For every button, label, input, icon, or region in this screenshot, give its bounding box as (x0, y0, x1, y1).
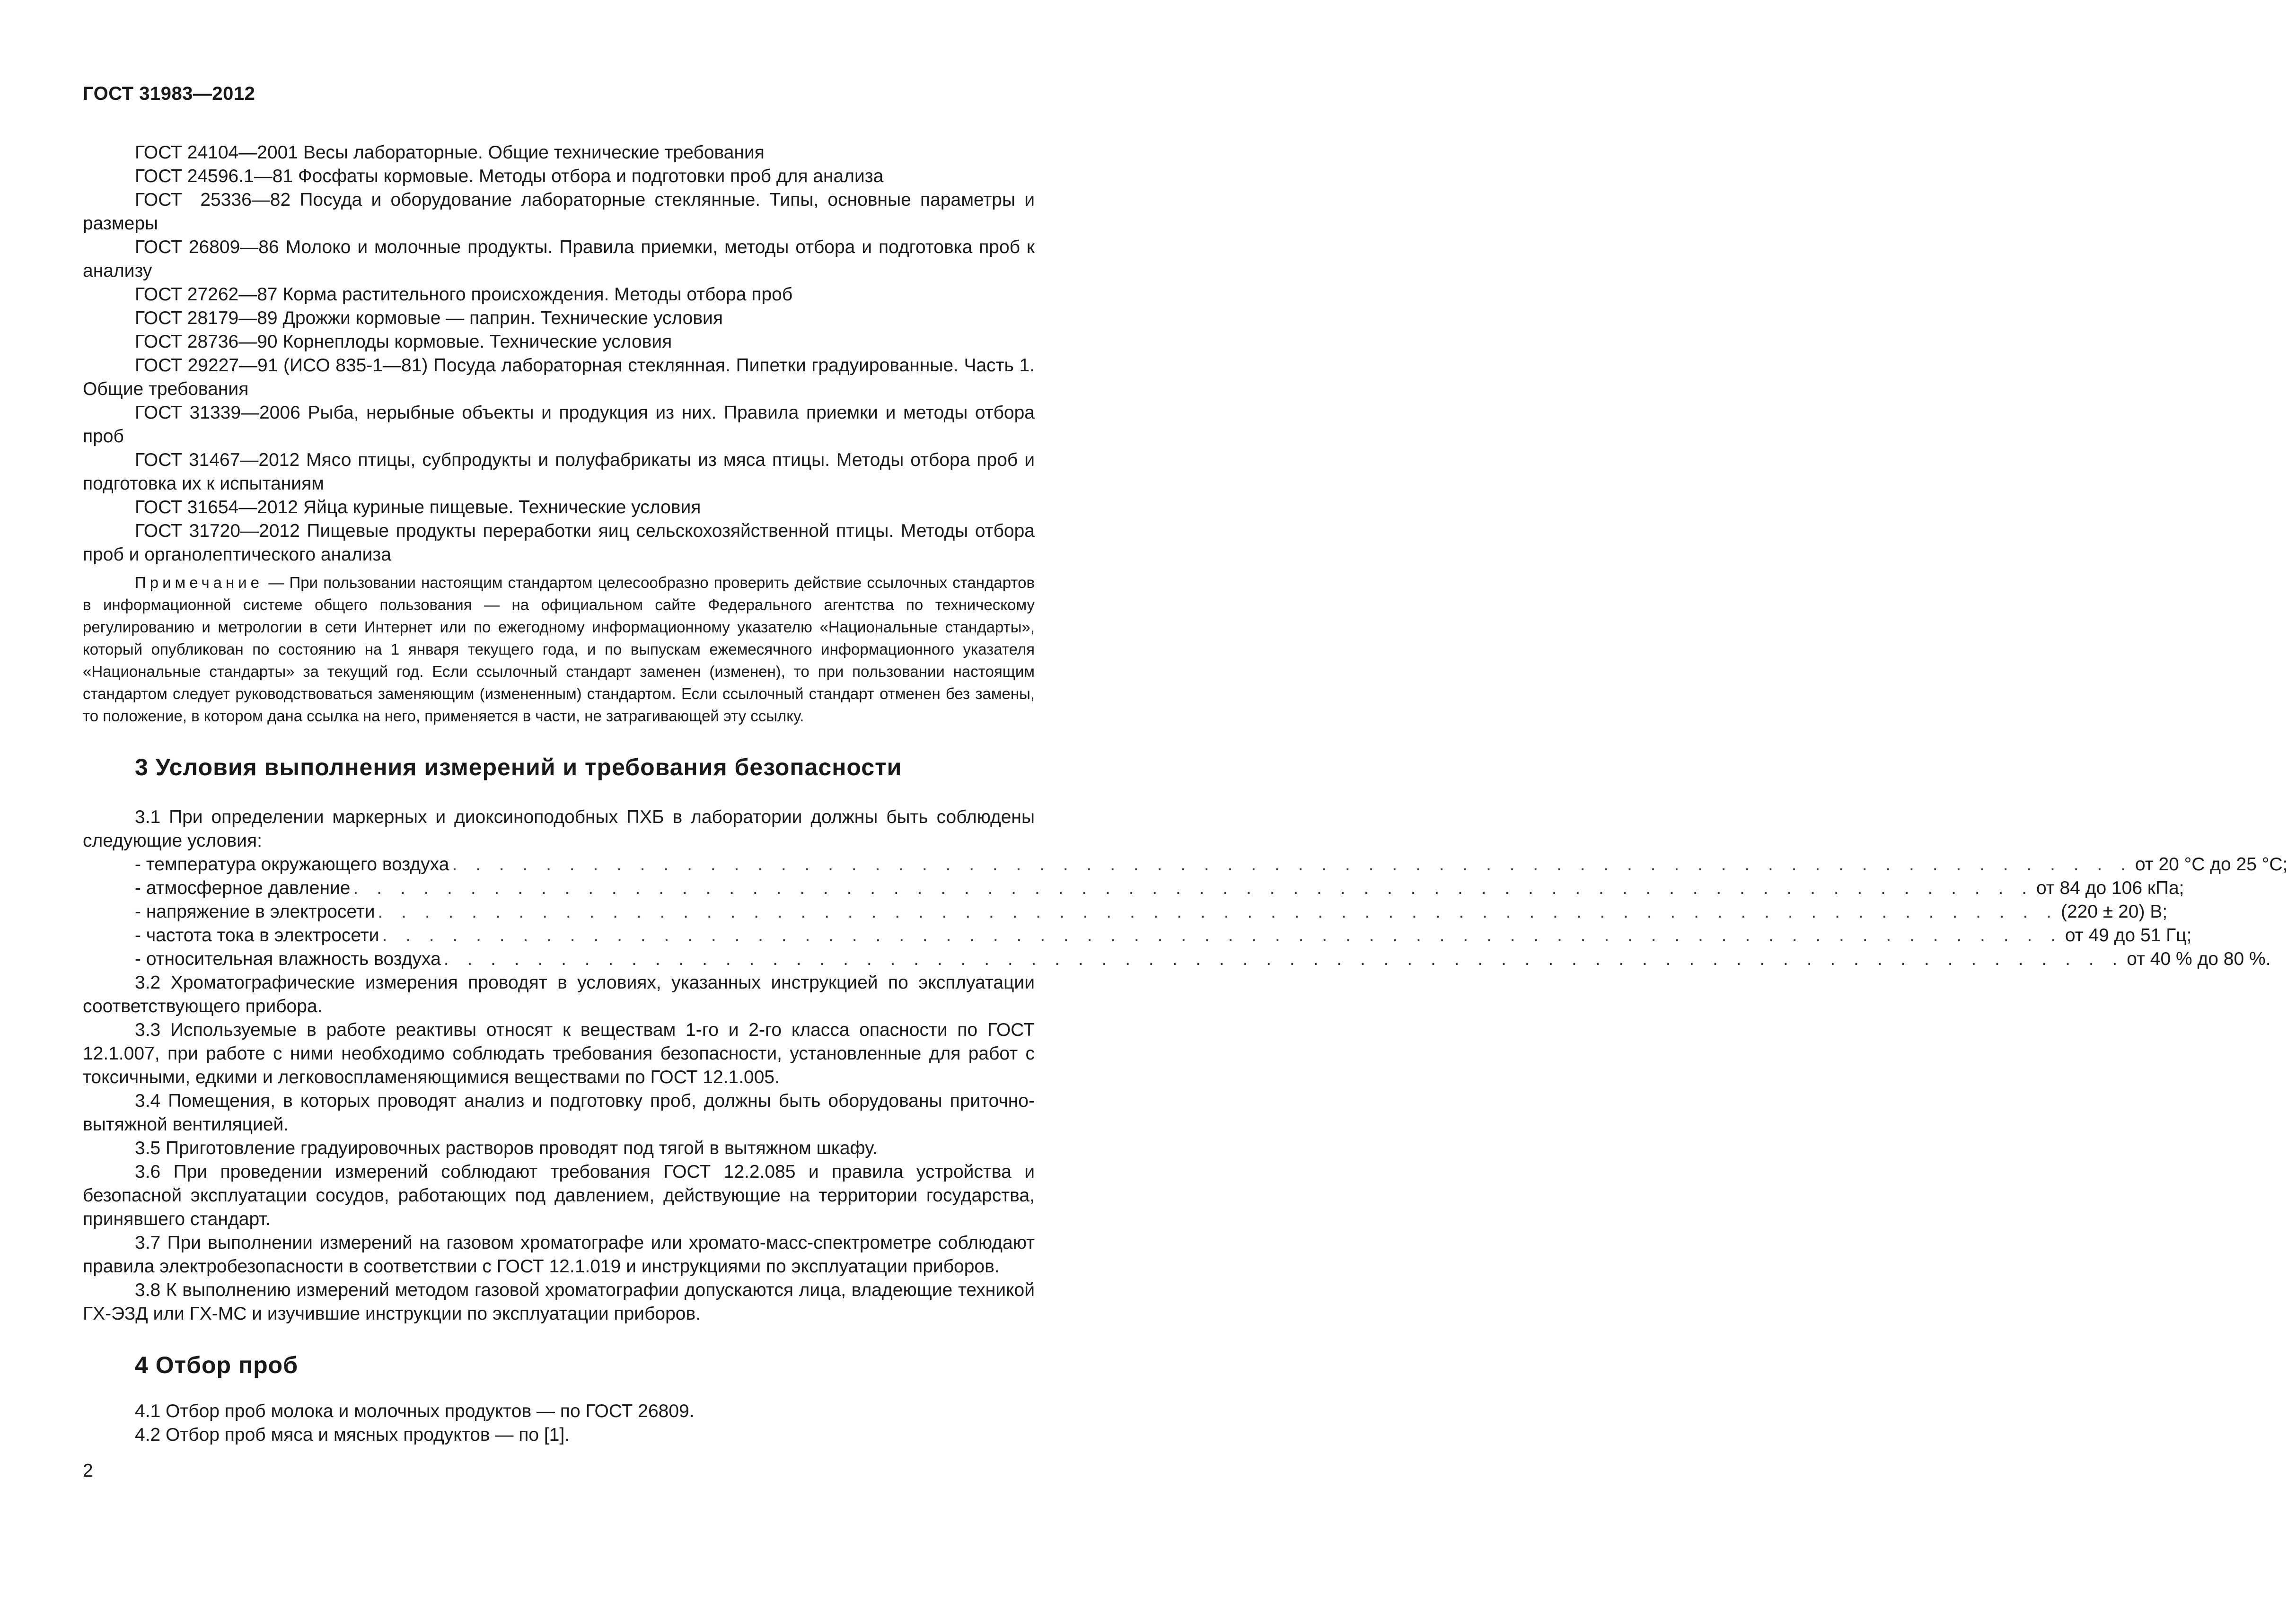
reference-title: Корнеплоды кормовые. Технические условия (277, 332, 672, 352)
note-label: Примечание (135, 574, 264, 591)
condition-row (83, 853, 2288, 876)
condition-label: - частота тока в электросети (135, 925, 379, 946)
reference-code: ГОСТ 27262—87 (135, 284, 278, 305)
reference-item (83, 519, 1035, 567)
document-body (83, 141, 2288, 1447)
condition-label: - относительная влажность воздуха (135, 949, 441, 969)
leader-dots: . . . . . . . . . . . . . . . . . . . . . . . . . . . . . . . . . . . . . . . . . . . . . . . . . . . . . . . . . . . . . . . . . . . . . . . . (443, 949, 2124, 969)
note-text: — При пользовании настоящим стандартом целесообразно проверить действие ссылочных стандартов в информационной системе общего пользования — на официальном сайте Федерального агентства по техническому регулированию и метрологии в сети Интернет или по ежегодному информационному указателю «Национальные стандарты», который опубликован по состоянию на 1 января текущего года, и по выпускам ежемесячного информационного указателя «Национальные стандарты» за текущий год. Если ссылочный стандарт заменен (изменен), то при пользовании настоящим стандартом следует руководствоваться заменяющим (измененным) стандартом. Если ссылочный стандарт отменен без замены, то положение, в котором дана ссылка на него, применяется в части, не затрагивающей эту ссылку. (83, 574, 1035, 725)
reference-item (83, 401, 1035, 448)
clause-3-2: 3.2 Хроматографические измерения проводят в условиях, указанных инструкцией по эксплуатации соответствующего прибора. (83, 972, 1035, 1016)
reference-title: Яйца куриные пищевые. Технические условия (298, 497, 701, 517)
reference-code: ГОСТ 28179—89 (135, 308, 278, 328)
reference-code: ГОСТ 31339—2006 (135, 403, 300, 423)
clause-3-5: 3.5 Приготовление градуировочных растворов проводят под тягой в вытяжном шкафу. (135, 1138, 878, 1158)
condition-label: - атмосферное давление (135, 878, 351, 898)
reference-item (83, 141, 1035, 165)
condition-row (83, 947, 2271, 971)
reference-title: Пищевые продукты переработки яиц сельскохозяйственной птицы. Методы отбора проб и органолептического анализа (83, 521, 1035, 565)
section-3-title: 3 Условия выполнения измерений и требования безопасности (135, 754, 902, 780)
clause-3-7: 3.7 При выполнении измерений на газовом хроматографе или хромато-масс-спектрометре соблюдают правила электробезопасности в соответствии с ГОСТ 12.1.019 и инструкциями по эксплуатации приборов. (83, 1233, 1035, 1277)
reference-code: ГОСТ 24596.1—81 (135, 166, 293, 186)
reference-item (83, 448, 1035, 496)
clause-3-8: 3.8 К выполнению измерений методом газовой хроматографии допускаются лица, владеющие техникой ГХ-ЭЗД или ГХ-МС и изучившие инструкции по эксплуатации приборов. (83, 1280, 1035, 1324)
reference-title: Рыба, нерыбные объекты и продукция из них. Правила приемки и методы отбора проб (83, 403, 1035, 447)
document-code-header: ГОСТ 31983—2012 (83, 83, 255, 104)
reference-code: ГОСТ 24104—2001 (135, 142, 299, 163)
clause-3-3: 3.3 Используемые в работе реактивы относят к веществам 1-го и 2-го класса опасности по ГОСТ 12.1.007, при работе с ними необходимо соблюдать требования безопасности, установленные для работ с токсичными, едкими и легковоспламеняющимися веществами по ГОСТ 12.1.005. (83, 1020, 1035, 1087)
reference-code: ГОСТ 31654—2012 (135, 497, 299, 517)
reference-item (83, 165, 1035, 188)
reference-item (83, 330, 1035, 354)
normative-references-list (83, 141, 1035, 567)
reference-title: Молоко и молочные продукты. Правила приемки, методы отбора и подготовка проб к анализу (83, 237, 1035, 281)
clause-4-1: 4.1 Отбор проб молока и молочных продуктов — по ГОСТ 26809. (135, 1401, 695, 1421)
condition-value: (220 ± 20) В; (2060, 902, 2168, 922)
note-paragraph (83, 571, 1035, 727)
condition-value: от 40 % до 80 %. (2127, 949, 2271, 969)
leader-dots: . . . . . . . . . . . . . . . . . . . . . . . . . . . . . . . . . . . . . . . . . . . . . . . . . . . . . . . . . . . . . . . . . . . . . . . . (353, 878, 2033, 898)
reference-item (83, 283, 1035, 306)
clause-3-4: 3.4 Помещения, в которых проводят анализ и подготовку проб, должны быть оборудованы приточно-вытяжной вентиляцией. (83, 1091, 1035, 1135)
reference-item (83, 496, 1035, 519)
page-number: 2 (83, 1461, 93, 1481)
reference-title: Корма растительного происхождения. Методы отбора проб (277, 284, 793, 305)
condition-row (83, 924, 2192, 947)
reference-code: ГОСТ 31467—2012 (135, 450, 300, 470)
leader-dots: . . . . . . . . . . . . . . . . . . . . . . . . . . . . . . . . . . . . . . . . . . . . . . . . . . . . . . . . . . . . . . . . . . . . . . . . (382, 925, 2062, 946)
reference-item (83, 236, 1035, 283)
condition-label: - температура окружающего воздуха (135, 854, 449, 875)
section-4-title: 4 Отбор проб (135, 1352, 299, 1378)
reference-code: ГОСТ 31720—2012 (135, 521, 300, 541)
reference-title: Весы лабораторные. Общие технические требования (298, 142, 765, 163)
clause-4-2: 4.2 Отбор проб мяса и мясных продуктов — по [1]. (135, 1425, 570, 1445)
condition-value: от 49 до 51 Гц; (2065, 925, 2192, 946)
reference-title: Дрожжи кормовые — паприн. Технические условия (277, 308, 723, 328)
reference-item (83, 188, 1035, 236)
condition-value: от 20 °С до 25 °С; (2135, 854, 2288, 875)
reference-code: ГОСТ 25336—82 (135, 190, 291, 210)
leader-dots: . . . . . . . . . . . . . . . . . . . . . . . . . . . . . . . . . . . . . . . . . . . . . . . . . . . . . . . . . . . . . . . . . . . . . . . . (378, 902, 2058, 922)
reference-item (83, 354, 1035, 401)
clause-3-1: 3.1 При определении маркерных и диоксиноподобных ПХБ в лаборатории должны быть соблюдены следующие условия: (83, 807, 1035, 851)
condition-value: от 84 до 106 кПа; (2036, 878, 2184, 898)
condition-row (83, 876, 2184, 900)
reference-title: Мясо птицы, субпродукты и полуфабрикаты из мяса птицы. Методы отбора проб и подготовка их к испытаниям (83, 450, 1035, 494)
reference-title: Посуда и оборудование лабораторные стеклянные. Типы, основные параметры и размеры (83, 190, 1035, 234)
reference-item (83, 306, 1035, 330)
reference-title: (ИСО 835-1—81) Посуда лабораторная стеклянная. Пипетки градуированные. Часть 1. Общие требования (83, 355, 1035, 399)
reference-code: ГОСТ 26809—86 (135, 237, 279, 257)
reference-code: ГОСТ 29227—91 (135, 355, 278, 376)
clause-3-6: 3.6 При проведении измерений соблюдают требования ГОСТ 12.2.085 и правила устройства и безопасной эксплуатации сосудов, работающих под давлением, действующие на территории государства, принявшего стандарт. (83, 1162, 1035, 1229)
leader-dots: . . . . . . . . . . . . . . . . . . . . . . . . . . . . . . . . . . . . . . . . . . . . . . . . . . . . . . . . . . . . . . . . . . . . . . . . (452, 854, 2132, 875)
reference-code: ГОСТ 28736—90 (135, 332, 278, 352)
condition-row (83, 900, 2168, 924)
condition-label: - напряжение в электросети (135, 902, 375, 922)
conditions-list (83, 853, 2288, 971)
reference-title: Фосфаты кормовые. Методы отбора и подготовки проб для анализа (293, 166, 884, 186)
